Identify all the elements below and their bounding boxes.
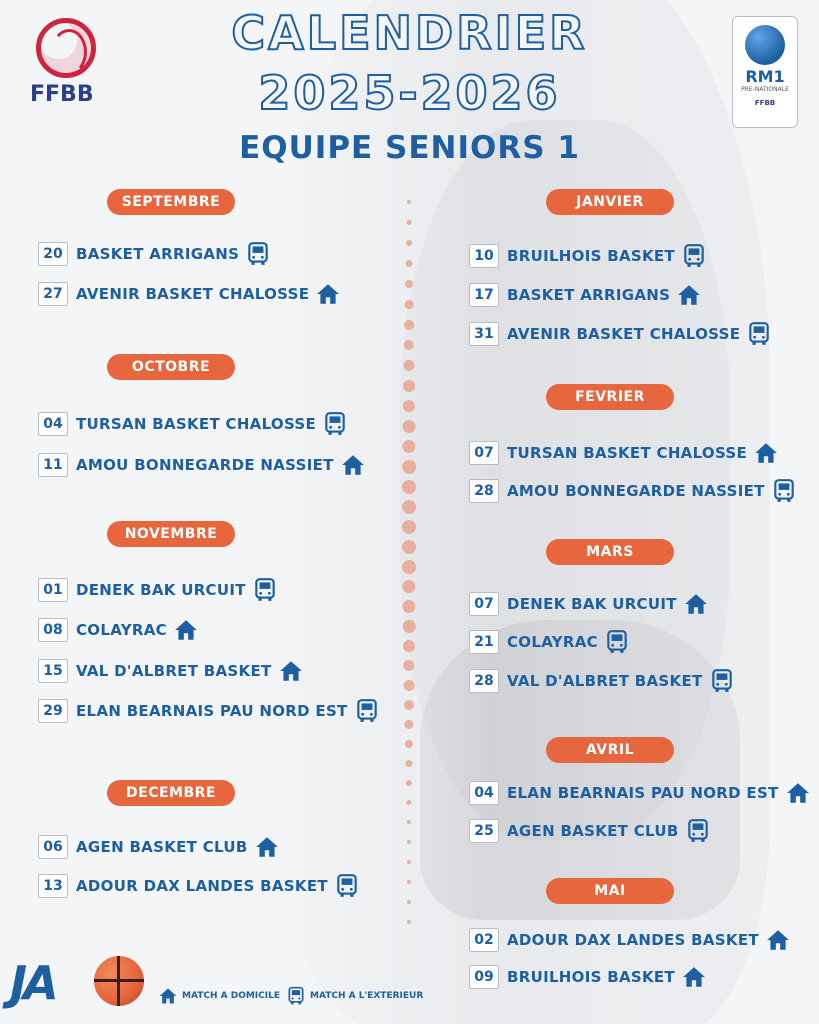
timeline-dot <box>402 460 416 474</box>
game-row <box>469 630 630 654</box>
timeline-dot <box>402 440 415 453</box>
timeline-dot <box>404 700 414 710</box>
game-day: 07 <box>469 441 499 465</box>
month-badge: SEPTEMBRE <box>107 189 235 215</box>
bus-icon <box>709 668 735 694</box>
game-opponent: AMOU BONNEGARDE NASSIET <box>76 456 334 474</box>
game-opponent: ADOUR DAX LANDES BASKET <box>76 877 328 895</box>
game-day: 17 <box>469 283 499 307</box>
game-opponent: BASKET ARRIGANS <box>76 245 240 263</box>
month-badge: AVRIL <box>546 737 674 763</box>
timeline-dot <box>407 220 412 225</box>
game-day: 13 <box>38 874 68 898</box>
timeline-dots <box>400 200 418 940</box>
game-row <box>38 412 348 436</box>
home-icon <box>765 927 791 953</box>
game-opponent: VAL D'ALBRET BASKET <box>507 672 703 690</box>
home-icon <box>753 440 779 466</box>
game-day: 01 <box>38 578 68 602</box>
timeline-dot <box>403 360 414 371</box>
ja-logo-text: JA <box>10 956 55 1010</box>
game-opponent: COLAYRAC <box>76 621 167 639</box>
game-row <box>469 965 707 989</box>
month-badge: OCTOBRE <box>107 354 235 380</box>
game-row <box>469 322 772 346</box>
game-row <box>469 669 735 693</box>
game-opponent: ADOUR DAX LANDES BASKET <box>507 931 759 949</box>
home-icon <box>315 281 341 307</box>
ffbb-logo-text: FFBB <box>30 82 94 107</box>
game-row <box>469 283 702 307</box>
legend-away-label: MATCH A L'EXTERIEUR <box>310 991 424 1001</box>
rm1-logo <box>732 16 798 128</box>
game-day: 06 <box>38 835 68 859</box>
timeline-dot <box>404 320 414 330</box>
timeline-dot <box>403 660 414 671</box>
month-badge: MARS <box>546 539 674 565</box>
game-opponent: DENEK BAK URCUIT <box>507 595 677 613</box>
timeline-dot <box>407 900 411 904</box>
game-opponent: ELAN BEARNAIS PAU NORD EST <box>76 702 348 720</box>
timeline-dot <box>403 620 416 633</box>
game-opponent: BASKET ARRIGANS <box>507 286 671 304</box>
timeline-dot <box>407 880 411 884</box>
game-day: 08 <box>38 618 68 642</box>
game-row <box>38 618 199 642</box>
game-day: 10 <box>469 244 499 268</box>
game-day: 15 <box>38 659 68 683</box>
game-day: 04 <box>38 412 68 436</box>
timeline-dot <box>403 400 415 412</box>
game-row <box>469 244 707 268</box>
timeline-dot <box>403 380 415 392</box>
home-icon <box>681 964 707 990</box>
month-badge: FEVRIER <box>546 384 674 410</box>
game-opponent: DENEK BAK URCUIT <box>76 581 246 599</box>
timeline-dot <box>406 260 413 267</box>
timeline-dot <box>407 820 411 824</box>
game-opponent: AVENIR BASKET CHALOSSE <box>76 285 310 303</box>
legend-away <box>286 986 423 1006</box>
game-day: 27 <box>38 282 68 306</box>
game-row <box>38 659 304 683</box>
game-row <box>469 441 779 465</box>
game-row <box>38 699 380 723</box>
game-opponent: COLAYRAC <box>507 633 598 651</box>
bus-icon <box>681 243 707 269</box>
game-opponent: AGEN BASKET CLUB <box>76 838 248 856</box>
timeline-dot <box>405 300 414 309</box>
game-day: 02 <box>469 928 499 952</box>
game-row <box>38 578 278 602</box>
rm1-sub: PRE-NATIONALE <box>741 86 789 93</box>
home-icon <box>676 282 702 308</box>
home-icon <box>683 591 709 617</box>
game-opponent: BRUILHOIS BASKET <box>507 247 675 265</box>
home-icon <box>340 452 366 478</box>
game-row <box>469 819 711 843</box>
bus-icon <box>286 986 306 1006</box>
game-opponent: AGEN BASKET CLUB <box>507 822 679 840</box>
basketball-icon <box>745 25 785 65</box>
rm1-brand: FFBB <box>754 99 776 107</box>
game-day: 07 <box>469 592 499 616</box>
game-row <box>38 282 341 306</box>
game-day: 28 <box>469 669 499 693</box>
game-row <box>38 835 280 859</box>
bus-icon <box>322 411 348 437</box>
page-title-line1: CALENDRIER <box>231 6 588 60</box>
timeline-dot <box>405 740 413 748</box>
bus-icon <box>245 241 271 267</box>
month-badge: MAI <box>546 878 674 904</box>
game-row <box>38 242 271 266</box>
bus-icon <box>771 478 797 504</box>
month-badge: JANVIER <box>546 189 674 215</box>
game-opponent: TURSAN BASKET CHALOSSE <box>76 415 317 433</box>
timeline-dot <box>402 560 416 574</box>
game-opponent: VAL D'ALBRET BASKET <box>76 662 272 680</box>
game-day: 28 <box>469 479 499 503</box>
timeline-dot <box>406 800 411 805</box>
timeline-dot <box>402 540 416 554</box>
timeline-dot <box>403 420 416 433</box>
timeline-dot <box>407 920 411 924</box>
bus-icon <box>354 698 380 724</box>
ja-club-logo <box>6 950 146 1014</box>
timeline-dot <box>404 340 414 350</box>
game-row <box>469 928 791 952</box>
game-opponent: ELAN BEARNAIS PAU NORD EST <box>507 784 779 802</box>
game-day: 09 <box>469 965 499 989</box>
game-day: 04 <box>469 781 499 805</box>
timeline-dot <box>405 280 413 288</box>
game-day: 31 <box>469 322 499 346</box>
game-opponent: AMOU BONNEGARDE NASSIET <box>507 482 765 500</box>
timeline-dot <box>402 500 416 514</box>
home-icon <box>278 658 304 684</box>
timeline-dot <box>402 580 415 593</box>
bus-icon <box>746 321 772 347</box>
timeline-dot <box>407 840 411 844</box>
bus-icon <box>604 629 630 655</box>
timeline-dot <box>403 640 415 652</box>
game-opponent: TURSAN BASKET CHALOSSE <box>507 444 748 462</box>
game-day: 25 <box>469 819 499 843</box>
home-icon <box>158 986 178 1006</box>
game-opponent: BRUILHOIS BASKET <box>507 968 675 986</box>
game-row <box>469 479 797 503</box>
timeline-dot <box>406 780 412 786</box>
home-icon <box>785 780 811 806</box>
timeline-dot <box>407 200 411 204</box>
month-badge: DECEMBRE <box>107 780 235 806</box>
game-day: 29 <box>38 699 68 723</box>
game-row <box>469 781 811 805</box>
game-day: 20 <box>38 242 68 266</box>
basketball-icon <box>94 956 144 1006</box>
page-subtitle: EQUIPE SENIORS 1 <box>239 130 580 166</box>
timeline-dot <box>402 480 416 494</box>
bus-icon <box>685 818 711 844</box>
bus-icon <box>252 577 278 603</box>
legend-home-label: MATCH A DOMICILE <box>182 991 280 1001</box>
bus-icon <box>334 873 360 899</box>
timeline-dot <box>407 860 411 864</box>
rm1-code: RM1 <box>745 67 785 86</box>
game-row <box>38 453 366 477</box>
game-row <box>469 592 709 616</box>
timeline-dot <box>404 680 415 691</box>
timeline-dot <box>406 240 412 246</box>
game-row <box>38 874 360 898</box>
legend-home <box>158 986 280 1006</box>
game-day: 11 <box>38 453 68 477</box>
timeline-dot <box>404 720 413 729</box>
game-day: 21 <box>469 630 499 654</box>
page-title-line2: 2025-2026 <box>258 66 561 120</box>
month-badge: NOVEMBRE <box>107 521 235 547</box>
home-icon <box>254 834 280 860</box>
game-opponent: AVENIR BASKET CHALOSSE <box>507 325 741 343</box>
timeline-dot <box>405 760 412 767</box>
timeline-dot <box>402 520 416 534</box>
home-icon <box>173 617 199 643</box>
timeline-dot <box>402 600 415 613</box>
